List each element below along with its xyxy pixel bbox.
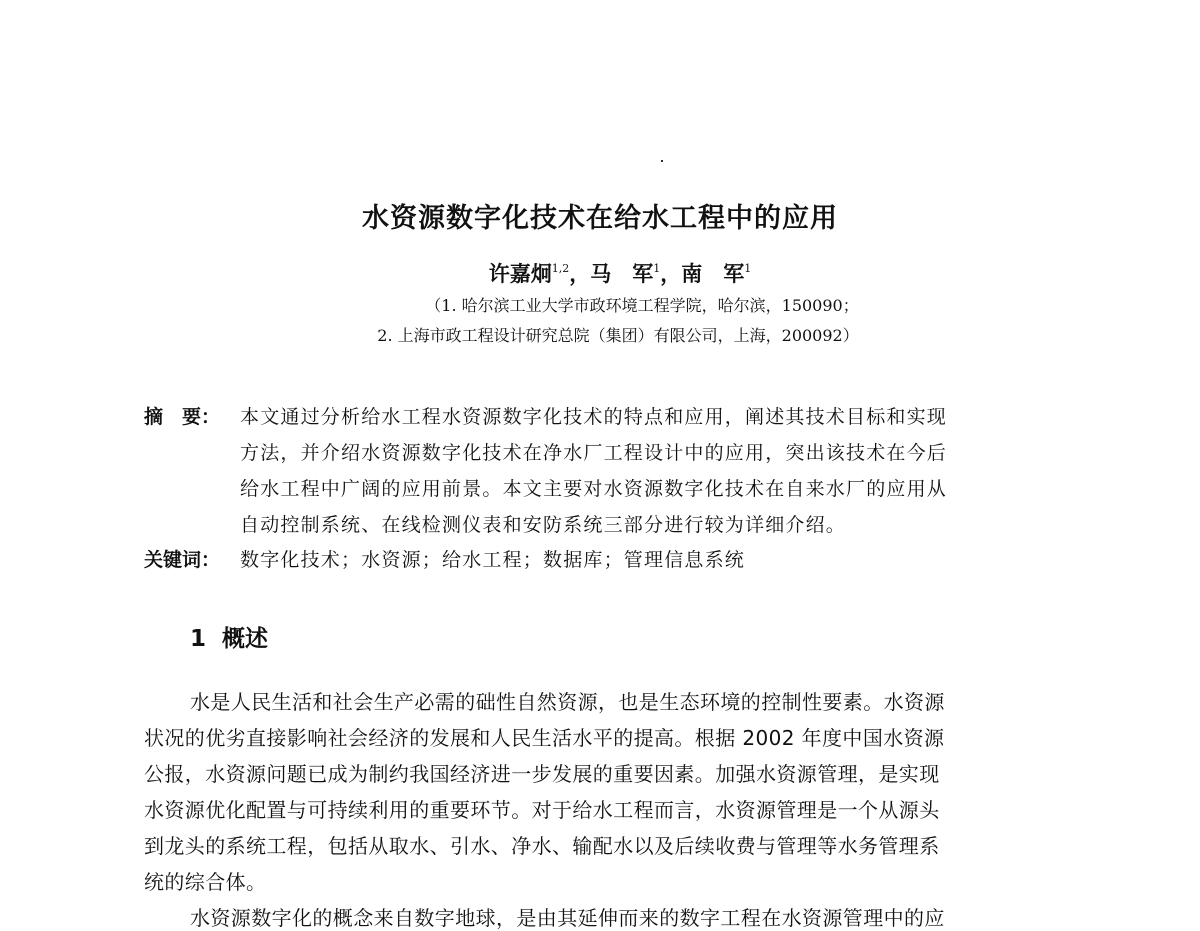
author-name: 马 军 [590,261,654,286]
body-line: 统的综合体。 [144,870,267,894]
keywords-text: 数字化技术；水资源；给水工程；数据库；管理信息系统 [240,549,746,571]
author-name: 南 军 [681,261,745,286]
paper-title: 水资源数字化技术在给水工程中的应用 [362,203,838,234]
abstract-line: 方法，并介绍水资源数字化技术在净水厂工程设计中的应用，突出该技术在今后 [240,442,948,464]
section-title: 概述 [222,626,269,652]
keywords-label: 关键词： [144,549,221,571]
abstract-line: 本文通过分析给水工程水资源数字化技术的特点和应用，阐述其技术目标和实现 [240,406,948,428]
section-number: 1 [190,626,207,652]
stray-dot [661,160,663,162]
author-list [0,258,1200,288]
affiliation-line: 2. 上海市政工程设计研究总院（集团）有限公司，上海，200092） [377,326,859,345]
body-line: 水是人民生活和社会生产必需的础性自然资源，也是生态环境的控制性要素。水资源 [190,690,945,714]
author-separator: ， [569,261,591,286]
abstract-line: 给水工程中广阔的应用前景。本文主要对水资源数字化技术在自来水厂的应用从 [240,478,948,500]
author-separator: ， [660,261,682,286]
author-affiliation-mark: 1 [744,262,752,275]
author-affiliation-mark: 1 [653,262,661,275]
body-line: 水资源优化配置与可持续利用的重要环节。对于给水工程而言，水资源管理是一个从源头 [144,798,940,822]
abstract-label: 摘 要： [144,406,221,428]
body-line: 到龙头的系统工程，包括从取水、引水、净水、输配水以及后续收费与管理等水务管理系 [144,834,940,858]
body-line: 状况的优劣直接影响社会经济的发展和人民生活水平的提高。根据 2002 年度中国水资源 [144,726,945,750]
body-line: 公报，水资源问题已成为制约我国经济进一步发展的重要因素。加强水资源管理，是实现 [144,762,940,786]
affiliation-line: （1. 哈尔滨工业大学市政环境工程学院，哈尔滨，150090； [425,296,859,315]
author-name: 许嘉炯 [488,261,552,286]
body-line: 水资源数字化的概念来自数字地球，是由其延伸而来的数字工程在水资源管理中的应 [190,906,945,930]
author-affiliation-mark: 1,2 [551,262,570,275]
abstract-line: 自动控制系统、在线检测仪表和安防系统三部分进行较为详细介绍。 [240,514,847,536]
section-heading [190,620,268,653]
